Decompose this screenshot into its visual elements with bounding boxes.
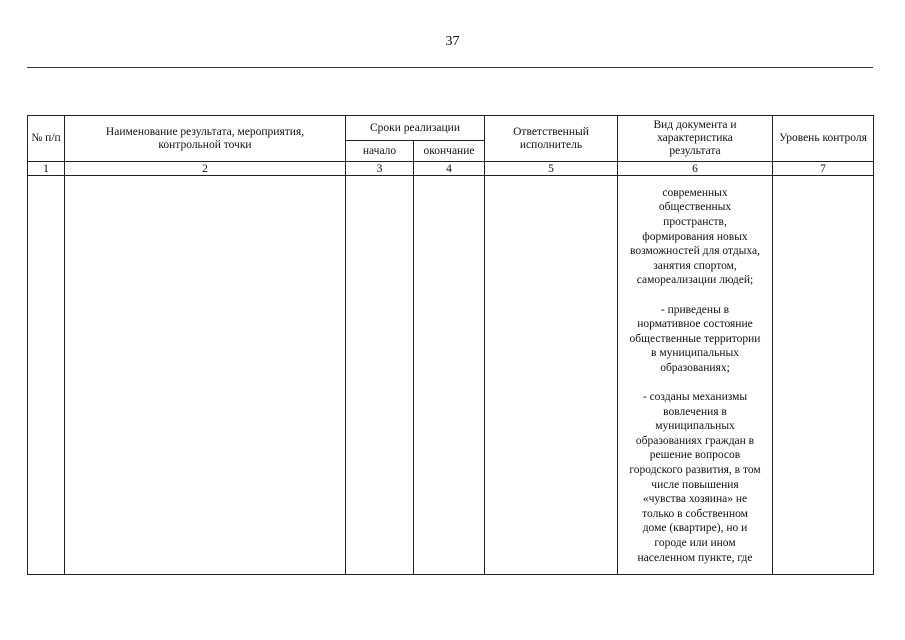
document-line: доме (квартире), но и bbox=[642, 522, 748, 535]
document-line: общественные территории bbox=[629, 332, 761, 345]
header-num: № п/п bbox=[28, 116, 65, 162]
document-line: общественных bbox=[658, 201, 732, 214]
document-line: занятия спортом, bbox=[653, 259, 737, 272]
document-line: - приведены в bbox=[660, 303, 730, 316]
cell-name bbox=[65, 176, 346, 575]
document-line: «чувства хозяина» не bbox=[642, 493, 748, 506]
document-line: вовлечения в bbox=[663, 405, 727, 418]
document-line: только в собственном bbox=[642, 507, 748, 520]
header-start: начало bbox=[346, 141, 414, 162]
plan-table bbox=[27, 115, 874, 575]
document-line: самореализации людей; bbox=[636, 274, 754, 287]
column-number-3: 3 bbox=[346, 162, 414, 176]
header-end: окончание bbox=[414, 141, 485, 162]
header-name: Наименование результата, мероприятия, контрольной точки bbox=[65, 116, 346, 162]
column-number-5: 5 bbox=[485, 162, 618, 176]
column-number-7: 7 bbox=[773, 162, 874, 176]
column-number-1: 1 bbox=[28, 162, 65, 176]
column-number-2: 2 bbox=[65, 162, 346, 176]
document-line: - созданы механизмы bbox=[642, 391, 748, 404]
document-line: населенном пункте, где bbox=[637, 551, 753, 564]
page-number: 37 bbox=[445, 34, 460, 49]
cell-num bbox=[28, 176, 65, 575]
table-row bbox=[28, 176, 874, 575]
document-line: формирования новых bbox=[642, 230, 748, 243]
document-line: в муниципальных bbox=[651, 347, 739, 360]
cell-responsible bbox=[485, 176, 618, 575]
document-line: образованиях граждан в bbox=[635, 434, 755, 447]
document-line: городского развития, в том bbox=[629, 464, 761, 477]
document-line: нормативное состояние bbox=[637, 318, 753, 331]
document-line: современных bbox=[662, 186, 728, 199]
cell-control bbox=[773, 176, 874, 575]
document-line: городе или ином bbox=[654, 537, 736, 550]
document-text bbox=[620, 185, 770, 565]
column-number-row bbox=[28, 162, 874, 176]
header-control: Уровень контроля bbox=[773, 116, 874, 162]
column-number-4: 4 bbox=[414, 162, 485, 176]
header-rule bbox=[27, 67, 873, 68]
header-responsible: Ответственный исполнитель bbox=[485, 116, 618, 162]
header-document: Вид документа и характеристика результата bbox=[618, 116, 773, 162]
header-terms: Сроки реализации bbox=[346, 116, 485, 141]
document-line: муниципальных bbox=[655, 420, 735, 433]
document-line: решение вопросов bbox=[649, 449, 741, 462]
document-line: образованиях; bbox=[660, 361, 730, 374]
cell-document bbox=[618, 176, 773, 575]
column-number-6: 6 bbox=[618, 162, 773, 176]
document-line: возможностей для отдыха, bbox=[629, 245, 760, 258]
document-line bbox=[620, 288, 770, 303]
document-line bbox=[620, 376, 770, 391]
document-line: числе повышения bbox=[651, 478, 739, 491]
cell-start bbox=[346, 176, 414, 575]
cell-end bbox=[414, 176, 485, 575]
document-line: пространств, bbox=[663, 215, 727, 228]
